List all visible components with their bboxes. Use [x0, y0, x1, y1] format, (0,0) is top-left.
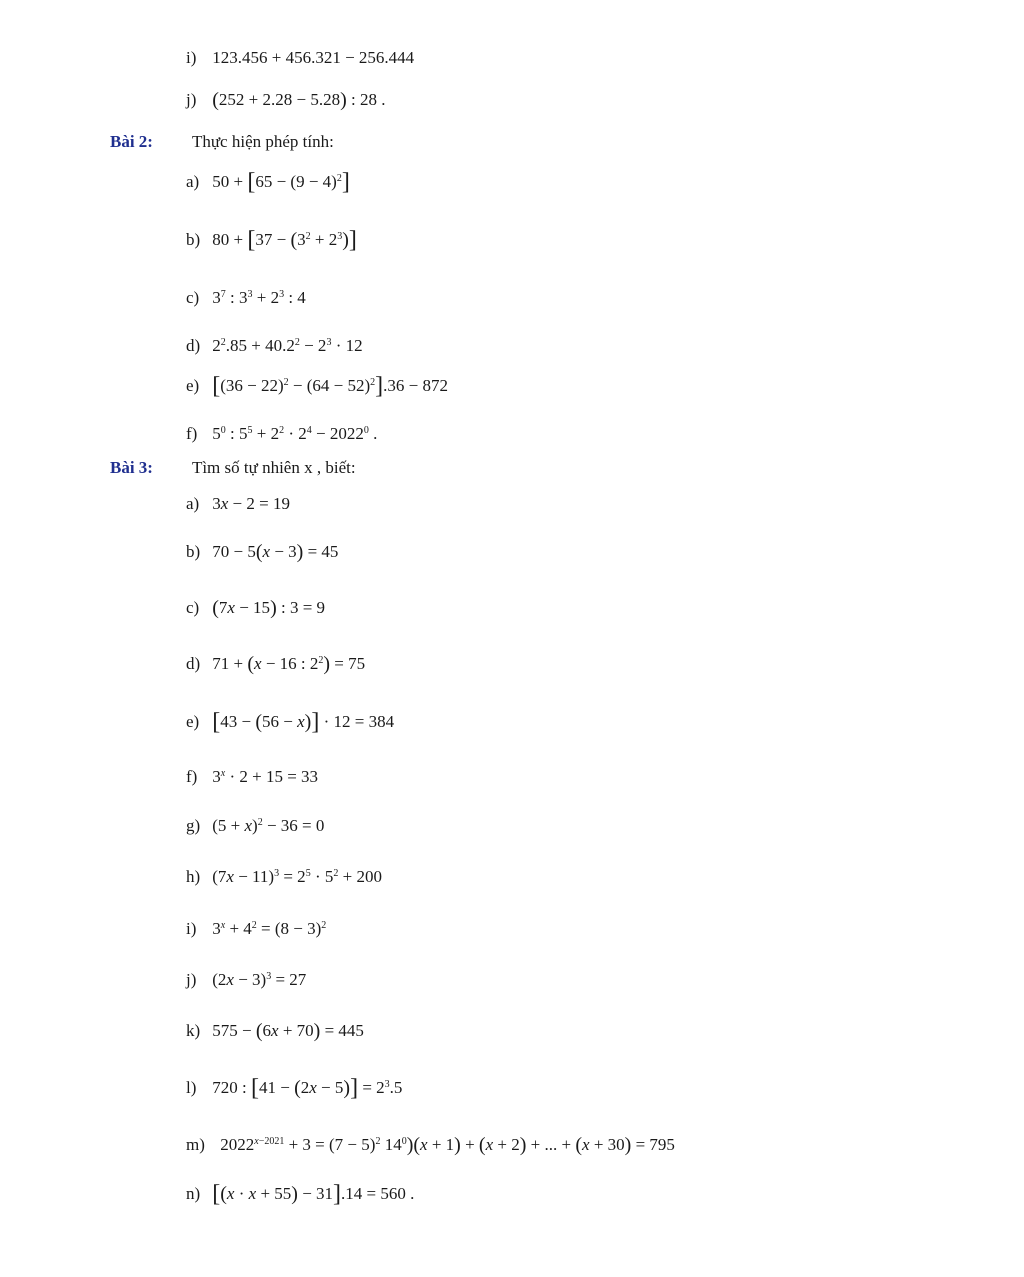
item-label: k)	[186, 1021, 201, 1040]
bai2-title: Bài 2:	[110, 132, 153, 151]
bai2-item-b	[186, 228, 357, 252]
bai3-instruction: Tìm số tự nhiên x , biết:	[191, 458, 356, 477]
item-expression: 575 − (6x + 70) = 445	[212, 1020, 364, 1042]
item-label: n)	[186, 1184, 201, 1203]
item-label: c)	[186, 598, 200, 617]
item-label: e)	[186, 376, 200, 395]
item-label: f)	[186, 424, 198, 443]
item-expression: [(x · x + 55) − 31].14 = 560 .	[212, 1181, 415, 1207]
bai3-item-m	[186, 1133, 675, 1157]
item-expression: $3^x \cdot 2 + 15 = 33$	[212, 767, 319, 786]
bai2-item-f	[186, 422, 377, 446]
bai3-item-b	[186, 540, 338, 564]
bai3-item-j	[186, 968, 306, 992]
item-expression: $(2x - 3)^3 = 27$	[212, 970, 307, 989]
item-label: i)	[186, 919, 197, 938]
item-expression: 123.456 + 456.321 − 256.444	[212, 48, 415, 67]
item-expression: $(5 + x)^2 - 36 = 0$	[212, 816, 325, 835]
bai3-item-f	[186, 765, 318, 789]
bai3-item-h	[186, 865, 382, 889]
item-expression: $80 + [37 - (3^2 + 2^3)]$	[212, 227, 357, 253]
item-label: a)	[186, 172, 200, 191]
item-label: b)	[186, 542, 201, 561]
item-expression: [43 − (56 − x)] · 12 = 384	[212, 709, 395, 735]
item-expression: (252 + 2.28 − 5.28) : 28 .	[212, 89, 386, 111]
bai3-item-k	[186, 1019, 364, 1043]
bai3-item-g	[186, 814, 324, 838]
item-label: h)	[186, 867, 201, 886]
item-label: d)	[186, 654, 201, 673]
item-expression: 720 : $[41 - (2x - 5)] = 2^3.5$	[212, 1075, 403, 1101]
bai3-item-d	[186, 652, 365, 676]
item-label: c)	[186, 288, 200, 307]
bai3-title: Bài 3:	[110, 458, 153, 477]
item-expression: $3^x + 4^2 = (8 - 3)^2$	[212, 919, 327, 938]
item-label: j)	[186, 970, 197, 989]
item-expression: $5^0$ : $5^5 + 2^2 \cdot 2^4 - 2022^0$ .	[212, 424, 378, 443]
item-expression: 70 − 5(x − 3) = 45	[212, 541, 339, 563]
bai2-instruction: Thực hiện phép tính:	[191, 132, 334, 151]
bai3-item-a	[186, 492, 290, 516]
item-label: m)	[186, 1135, 205, 1154]
bai3-item-n	[186, 1182, 414, 1206]
item-expression: $[(36 - 22)^2 - (64 - 52)^2].36 - 872$	[212, 373, 449, 399]
item-expression: $2022^{x-2021} + 3 = (7 - 5)^2$ $14^0)(x + 1) + (x + 2)$ + ... + (x + 30) = 795	[220, 1134, 675, 1156]
item-label: l)	[186, 1078, 197, 1097]
item-expression: $(7x - 11)^3 = 2^5 \cdot 5^2 + 200$	[212, 867, 382, 886]
item-expression: 3x − 2 = 19	[212, 494, 290, 513]
bai2-item-d	[186, 334, 363, 358]
bai2-item-c	[186, 286, 306, 310]
bai1-item-j	[186, 88, 386, 112]
item-expression: $3^7$ : $3^3 + 2^3$ : 4	[212, 288, 306, 307]
item-expression: (7x − 15) : 3 = 9	[212, 597, 326, 619]
item-label: d)	[186, 336, 201, 355]
item-label: e)	[186, 712, 200, 731]
item-label: g)	[186, 816, 201, 835]
bai3-item-c	[186, 596, 325, 620]
bai2-item-a	[186, 170, 350, 194]
item-label: j)	[186, 90, 197, 109]
item-expression: $2^2.85 + 40.2^2 - 2^3 \cdot 12$	[212, 336, 363, 355]
bai2-item-e	[186, 374, 448, 398]
bai3-heading	[110, 456, 356, 480]
bai3-item-e	[186, 710, 394, 734]
item-expression: 71 + (x − 16 : $2^2) = 75$	[212, 653, 366, 675]
item-label: a)	[186, 494, 200, 513]
bai2-heading	[110, 130, 334, 154]
item-label: b)	[186, 230, 201, 249]
item-expression: $50 + [65 - (9 - 4)^2]$	[212, 169, 350, 195]
item-label: f)	[186, 767, 198, 786]
bai3-item-i	[186, 917, 326, 941]
bai3-item-l	[186, 1076, 402, 1100]
bai1-item-i	[186, 46, 414, 70]
item-label: i)	[186, 48, 197, 67]
